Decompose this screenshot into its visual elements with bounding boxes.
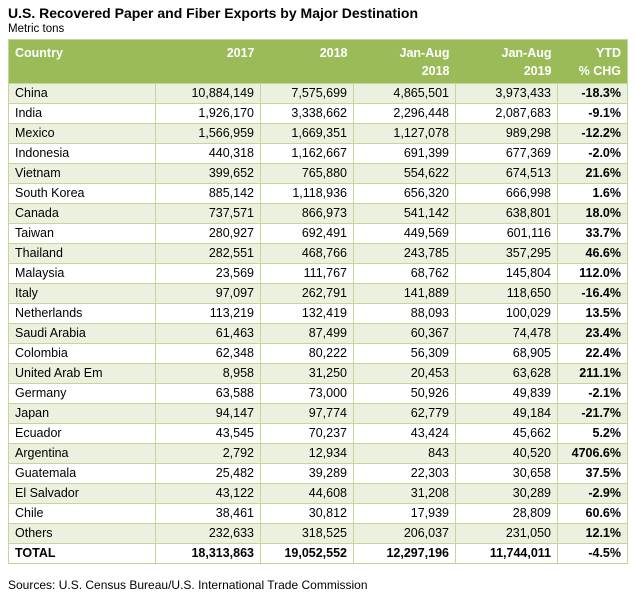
cell-value: 141,889	[354, 284, 456, 304]
source-note: Sources: U.S. Census Bureau/U.S. International Trade Commission	[8, 578, 368, 592]
page-title: U.S. Recovered Paper and Fiber Exports by Major Destination	[8, 5, 418, 21]
cell-ytd-pct-chg: 112.0%	[558, 264, 628, 284]
cell-country: United Arab Em	[9, 364, 156, 384]
cell-value: 262,791	[261, 284, 354, 304]
cell-value: 2,087,683	[456, 104, 558, 124]
table-row	[9, 384, 628, 404]
table-row	[9, 284, 628, 304]
cell-value: 656,320	[354, 184, 456, 204]
cell-country: India	[9, 104, 156, 124]
table-row	[9, 524, 628, 544]
table-row	[9, 484, 628, 504]
cell-ytd-pct-chg: 18.0%	[558, 204, 628, 224]
cell-value: 50,926	[354, 384, 456, 404]
cell-value: 17,939	[354, 504, 456, 524]
cell-value: 23,569	[156, 264, 261, 284]
cell-ytd-pct-chg: 46.6%	[558, 244, 628, 264]
cell-ytd-pct-chg: 1.6%	[558, 184, 628, 204]
column-header-2017	[156, 40, 261, 84]
table-row	[9, 504, 628, 524]
header-line	[162, 62, 255, 80]
header-line: Jan-Aug	[399, 46, 450, 60]
cell-ytd-pct-chg: -2.1%	[558, 384, 628, 404]
table-row	[9, 304, 628, 324]
table-row	[9, 264, 628, 284]
cell-value: 2,792	[156, 444, 261, 464]
cell-ytd-pct-chg: 211.1%	[558, 364, 628, 384]
cell-value: 843	[354, 444, 456, 464]
cell-value: 989,298	[456, 124, 558, 144]
cell-value: 62,348	[156, 344, 261, 364]
cell-value: 280,927	[156, 224, 261, 244]
cell-value: 10,884,149	[156, 84, 261, 104]
cell-ytd-pct-chg: 60.6%	[558, 504, 628, 524]
cell-country: Germany	[9, 384, 156, 404]
cell-value: 2,296,448	[354, 104, 456, 124]
cell-value: 765,880	[261, 164, 354, 184]
cell-value: 30,812	[261, 504, 354, 524]
table-row	[9, 464, 628, 484]
table-row	[9, 224, 628, 244]
table-row	[9, 104, 628, 124]
total-row	[9, 544, 628, 564]
cell-country: Canada	[9, 204, 156, 224]
cell-value: 63,628	[456, 364, 558, 384]
units-label: Metric tons	[8, 23, 65, 35]
cell-value: 28,809	[456, 504, 558, 524]
cell-value: 18,313,863	[156, 544, 261, 564]
cell-value: 88,093	[354, 304, 456, 324]
table-row	[9, 164, 628, 184]
cell-country: El Salvador	[9, 484, 156, 504]
table-row	[9, 404, 628, 424]
cell-ytd-pct-chg: -2.9%	[558, 484, 628, 504]
column-header-jan-aug-2018	[354, 40, 456, 84]
cell-value: 674,513	[456, 164, 558, 184]
header-line: YTD	[596, 46, 621, 60]
table-row	[9, 204, 628, 224]
cell-ytd-pct-chg: 37.5%	[558, 464, 628, 484]
cell-value: 11,744,011	[456, 544, 558, 564]
column-header-jan-aug-2019	[456, 40, 558, 84]
cell-value: 677,369	[456, 144, 558, 164]
cell-value: 94,147	[156, 404, 261, 424]
cell-value: 74,478	[456, 324, 558, 344]
cell-value: 1,926,170	[156, 104, 261, 124]
cell-country: Vietnam	[9, 164, 156, 184]
cell-value: 49,184	[456, 404, 558, 424]
cell-value: 44,608	[261, 484, 354, 504]
cell-country: Netherlands	[9, 304, 156, 324]
table-row	[9, 364, 628, 384]
cell-country: China	[9, 84, 156, 104]
table-row	[9, 244, 628, 264]
cell-country: Argentina	[9, 444, 156, 464]
cell-value: 31,208	[354, 484, 456, 504]
table-row	[9, 424, 628, 444]
header-line: Country	[15, 46, 63, 60]
cell-value: 31,250	[261, 364, 354, 384]
cell-value: 243,785	[354, 244, 456, 264]
cell-value: 666,998	[456, 184, 558, 204]
cell-country: Italy	[9, 284, 156, 304]
cell-value: 399,652	[156, 164, 261, 184]
cell-value: 19,052,552	[261, 544, 354, 564]
cell-ytd-pct-chg: -2.0%	[558, 144, 628, 164]
table-row	[9, 144, 628, 164]
cell-country: South Korea	[9, 184, 156, 204]
cell-value: 449,569	[354, 224, 456, 244]
column-header-ytd-pct-chg	[558, 40, 628, 84]
cell-value: 68,762	[354, 264, 456, 284]
cell-value: 111,767	[261, 264, 354, 284]
cell-ytd-pct-chg: 33.7%	[558, 224, 628, 244]
cell-ytd-pct-chg: -12.2%	[558, 124, 628, 144]
cell-value: 8,958	[156, 364, 261, 384]
cell-value: 1,669,351	[261, 124, 354, 144]
cell-value: 3,338,662	[261, 104, 354, 124]
table-row	[9, 124, 628, 144]
table-body	[9, 84, 628, 564]
cell-ytd-pct-chg: -18.3%	[558, 84, 628, 104]
cell-value: 232,633	[156, 524, 261, 544]
cell-value: 468,766	[261, 244, 354, 264]
cell-value: 231,050	[456, 524, 558, 544]
cell-value: 30,658	[456, 464, 558, 484]
cell-value: 80,222	[261, 344, 354, 364]
cell-value: 73,000	[261, 384, 354, 404]
cell-value: 12,297,196	[354, 544, 456, 564]
cell-value: 1,162,667	[261, 144, 354, 164]
cell-value: 737,571	[156, 204, 261, 224]
cell-country: Colombia	[9, 344, 156, 364]
cell-value: 554,622	[354, 164, 456, 184]
cell-country: Taiwan	[9, 224, 156, 244]
cell-value: 63,588	[156, 384, 261, 404]
cell-value: 1,127,078	[354, 124, 456, 144]
cell-ytd-pct-chg: -16.4%	[558, 284, 628, 304]
cell-value: 113,219	[156, 304, 261, 324]
table-header-row	[9, 40, 628, 84]
cell-value: 1,566,959	[156, 124, 261, 144]
cell-value: 87,499	[261, 324, 354, 344]
table-row	[9, 344, 628, 364]
cell-country: Mexico	[9, 124, 156, 144]
cell-country: Malaysia	[9, 264, 156, 284]
cell-value: 40,520	[456, 444, 558, 464]
cell-ytd-pct-chg: 13.5%	[558, 304, 628, 324]
cell-ytd-pct-chg: -9.1%	[558, 104, 628, 124]
cell-value: 39,289	[261, 464, 354, 484]
cell-value: 60,367	[354, 324, 456, 344]
cell-value: 22,303	[354, 464, 456, 484]
cell-value: 68,905	[456, 344, 558, 364]
header-line: 2017	[226, 46, 255, 60]
header-line: % CHG	[578, 64, 621, 78]
cell-value: 56,309	[354, 344, 456, 364]
cell-value: 145,804	[456, 264, 558, 284]
column-header-2018	[261, 40, 354, 84]
cell-value: 601,116	[456, 224, 558, 244]
header-line: 2018	[421, 64, 450, 78]
cell-value: 97,774	[261, 404, 354, 424]
cell-value: 97,097	[156, 284, 261, 304]
cell-country: TOTAL	[9, 544, 156, 564]
cell-value: 132,419	[261, 304, 354, 324]
cell-country: Thailand	[9, 244, 156, 264]
cell-country: Saudi Arabia	[9, 324, 156, 344]
cell-value: 440,318	[156, 144, 261, 164]
cell-value: 7,575,699	[261, 84, 354, 104]
cell-value: 4,865,501	[354, 84, 456, 104]
cell-country: Ecuador	[9, 424, 156, 444]
cell-value: 318,525	[261, 524, 354, 544]
cell-value: 49,839	[456, 384, 558, 404]
cell-value: 70,237	[261, 424, 354, 444]
cell-value: 866,973	[261, 204, 354, 224]
cell-value: 25,482	[156, 464, 261, 484]
cell-value: 541,142	[354, 204, 456, 224]
cell-value: 45,662	[456, 424, 558, 444]
cell-country: Others	[9, 524, 156, 544]
cell-ytd-pct-chg: 22.4%	[558, 344, 628, 364]
header-line	[15, 62, 150, 80]
table-row	[9, 324, 628, 344]
table-row	[9, 184, 628, 204]
cell-value: 885,142	[156, 184, 261, 204]
cell-value: 62,779	[354, 404, 456, 424]
cell-value: 691,399	[354, 144, 456, 164]
header-line	[267, 62, 348, 80]
cell-value: 12,934	[261, 444, 354, 464]
header-line: 2018	[319, 46, 348, 60]
cell-value: 118,650	[456, 284, 558, 304]
cell-value: 1,118,936	[261, 184, 354, 204]
cell-country: Japan	[9, 404, 156, 424]
cell-ytd-pct-chg: 23.4%	[558, 324, 628, 344]
exports-table	[8, 39, 628, 564]
cell-value: 30,289	[456, 484, 558, 504]
cell-value: 43,545	[156, 424, 261, 444]
cell-ytd-pct-chg: -21.7%	[558, 404, 628, 424]
cell-value: 38,461	[156, 504, 261, 524]
cell-country: Indonesia	[9, 144, 156, 164]
cell-value: 3,973,433	[456, 84, 558, 104]
cell-country: Guatemala	[9, 464, 156, 484]
cell-value: 43,424	[354, 424, 456, 444]
cell-ytd-pct-chg: -4.5%	[558, 544, 628, 564]
cell-ytd-pct-chg: 4706.6%	[558, 444, 628, 464]
cell-value: 357,295	[456, 244, 558, 264]
cell-value: 638,801	[456, 204, 558, 224]
cell-ytd-pct-chg: 12.1%	[558, 524, 628, 544]
cell-country: Chile	[9, 504, 156, 524]
cell-value: 100,029	[456, 304, 558, 324]
cell-value: 206,037	[354, 524, 456, 544]
column-header-country	[9, 40, 156, 84]
cell-value: 282,551	[156, 244, 261, 264]
cell-value: 61,463	[156, 324, 261, 344]
cell-value: 43,122	[156, 484, 261, 504]
table-row	[9, 84, 628, 104]
cell-value: 20,453	[354, 364, 456, 384]
table-row	[9, 444, 628, 464]
header-line: 2019	[523, 64, 552, 78]
cell-value: 692,491	[261, 224, 354, 244]
cell-ytd-pct-chg: 5.2%	[558, 424, 628, 444]
cell-ytd-pct-chg: 21.6%	[558, 164, 628, 184]
header-line: Jan-Aug	[501, 46, 552, 60]
